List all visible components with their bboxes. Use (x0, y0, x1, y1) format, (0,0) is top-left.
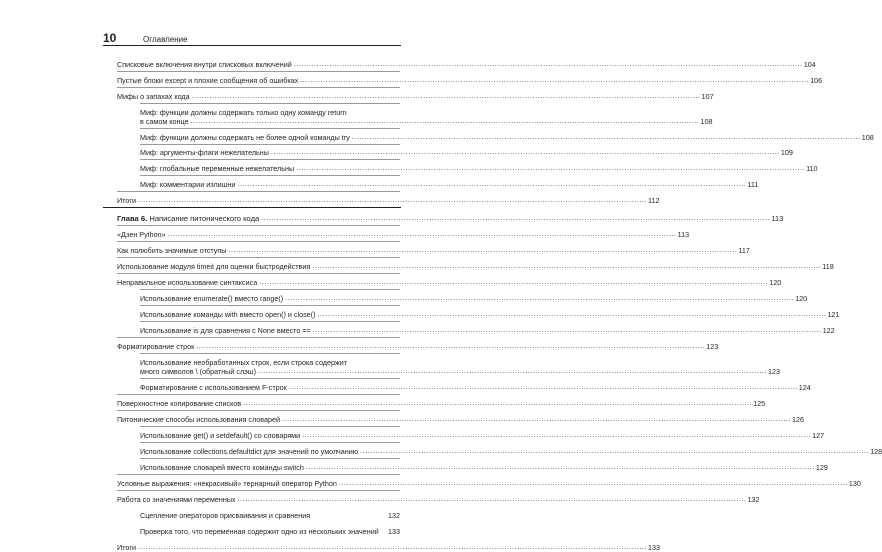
leader-dots: ........................................................................................................................................................................................................ (305, 464, 815, 471)
header-title: Оглавление (143, 35, 188, 44)
toc-page-number: 108 (700, 117, 713, 126)
toc-page-number: 122 (822, 326, 835, 335)
toc-page-number: 112 (647, 196, 660, 205)
toc-entry[interactable] (117, 246, 750, 255)
entry-divider (117, 474, 400, 475)
toc-entry[interactable] (117, 415, 804, 424)
toc-page-number: 123 (706, 342, 719, 351)
toc-entry[interactable] (140, 358, 780, 376)
toc-entry-text-line1: Использование необработанных строк, если строка содержит (140, 358, 348, 367)
toc-entry-text: Итоги (117, 543, 137, 552)
toc-entry-text: Проверка того, что переменная содержит одно из нескольких значений (140, 527, 379, 536)
toc-entry[interactable] (140, 164, 818, 173)
entry-divider (140, 378, 400, 379)
toc-entry[interactable] (140, 431, 825, 440)
toc-entry[interactable] (117, 399, 766, 408)
toc-chapter-entry[interactable] (117, 214, 784, 223)
chapter-label: Глава 6. (117, 214, 148, 223)
toc-page-number: 118 (822, 262, 834, 271)
toc-entry[interactable] (117, 196, 660, 205)
entry-divider (117, 225, 400, 226)
toc-entry[interactable] (117, 262, 834, 271)
entry-divider (140, 321, 400, 322)
toc-page-number: 113 (677, 230, 690, 239)
toc-entry-text: много символов \ (обратный слэш) (140, 367, 256, 376)
toc-entry-text: Списковые включения внутри списковых включений (117, 60, 292, 69)
leader-dots: ........................................................................................................................................................................................................ (288, 384, 798, 391)
toc-entry-text: Неправильное использование синтаксиса (117, 278, 258, 287)
leader-dots: ........................................................................................................................................................................................................ (237, 181, 747, 188)
entry-divider (117, 191, 400, 192)
toc-entry-text: «Дзен Python» (117, 230, 166, 239)
leader-dots: ........................................................................................................................................................................................................ (338, 480, 848, 487)
toc-entry[interactable] (140, 463, 828, 472)
toc-entry-text: Работа со значениями переменных (117, 495, 236, 504)
entry-divider (140, 144, 400, 145)
toc-entry[interactable] (140, 447, 882, 456)
leader-dots: ........................................................................................................................................................................................................ (302, 432, 812, 439)
toc-entry-text: Миф: функции должны содержать не более одной команды try (140, 133, 350, 142)
toc-page-number: 110 (806, 164, 818, 173)
entry-divider (117, 394, 400, 395)
entry-divider (117, 71, 400, 72)
toc-page-number: 127 (812, 431, 825, 440)
toc-entry-text: Использование enumerate() вместо range() (140, 294, 284, 303)
toc-page-number: 128 (870, 447, 882, 456)
toc-page-number: 120 (795, 294, 808, 303)
leader-dots: ........................................................................................................................................................................................................ (237, 496, 747, 503)
toc-page-number: 125 (753, 399, 766, 408)
leader-dots: ........................................................................................................................................................................................................ (167, 231, 677, 238)
running-header (103, 30, 188, 44)
entry-divider (140, 442, 400, 443)
toc-entry[interactable] (140, 511, 400, 520)
toc-entry-text: Пустые блоки except и плохие сообщения об ошибках (117, 76, 299, 85)
leader-dots: ........................................................................................................................................................................................................ (138, 544, 647, 551)
entry-divider (140, 426, 400, 427)
toc-entry[interactable] (140, 527, 400, 536)
toc-entry-text: Миф: аргументы-флаги нежелательны (140, 148, 269, 157)
entry-divider (140, 305, 400, 306)
toc-entry[interactable] (140, 133, 874, 142)
toc-entry-text: Миф: комментарии излишни (140, 180, 236, 189)
toc-entry-text: Поверхностное копирование списков (117, 399, 242, 408)
toc-entry[interactable] (140, 310, 840, 319)
toc-entry-text: Как полюбить значимые отступы (117, 246, 227, 255)
entry-divider (117, 241, 400, 242)
entry-divider (117, 337, 400, 338)
toc-entry-text: Миф: глобальные переменные нежелательны (140, 164, 295, 173)
toc-page-number: 113 (771, 214, 784, 223)
toc-entry-text: в самом конце (140, 117, 189, 126)
leader-dots: ........................................................................................................................................................................................................ (191, 93, 701, 100)
toc-entry-text: Форматирование с использованием F-строк (140, 383, 287, 392)
toc-entry[interactable] (117, 342, 719, 351)
toc-entry-text-line1: Миф: функции должны содержать только одну команду return (140, 108, 347, 117)
toc-entry-text: Питонические способы использования словарей (117, 415, 281, 424)
toc-page-number: 126 (791, 415, 804, 424)
toc-entry-text: Использование collections.defaultdict для значений по умолчанию (140, 447, 359, 456)
toc-page-number: 111 (747, 180, 759, 189)
entry-divider (140, 159, 400, 160)
toc-entry-text: Использование is для сравнения с None вместо == (140, 326, 311, 335)
toc-page-number: 106 (810, 76, 823, 85)
leader-dots: ........................................................................................................................................................................................................ (282, 416, 791, 423)
toc-entry-text: Условные выражения: «некрасивый» тернарный оператор Python (117, 479, 337, 488)
toc-page-number: 133 (647, 543, 660, 552)
toc-entry[interactable] (117, 92, 714, 101)
toc-entry[interactable] (117, 479, 861, 488)
entry-divider (140, 103, 400, 104)
toc-entry-text: Сцепление операторов присваивания и сравнения (140, 511, 311, 520)
toc-entry-text: Использование словарей вместо команды switch (140, 463, 304, 472)
toc-entry[interactable] (117, 60, 816, 69)
leader-dots: ........................................................................................................................................................................................................ (270, 149, 780, 156)
toc-page-number: 104 (803, 60, 816, 69)
toc-page-number: 109 (780, 148, 793, 157)
toc-entry-text: Использование get() и setdefault() со словарями (140, 431, 301, 440)
entry-divider (117, 257, 400, 258)
toc-page-number: 107 (701, 92, 714, 101)
leader-dots: ........................................................................................................................................................................................................ (138, 197, 647, 204)
toc-entry[interactable] (140, 383, 811, 392)
toc-entry[interactable] (140, 180, 759, 189)
toc-page-number: 121 (827, 310, 840, 319)
toc-entry-text: Написание питонического кода (147, 214, 260, 223)
toc-page-number: 132 (388, 511, 400, 520)
leader-dots: ........................................................................................................................................................................................................ (296, 165, 806, 172)
leader-dots: ........................................................................................................................................................................................................ (257, 368, 767, 375)
toc-entry-text: Мифы о запахах кода (117, 92, 190, 101)
toc-entry[interactable] (140, 294, 808, 303)
header-rule (103, 45, 401, 46)
toc-entry[interactable] (140, 148, 793, 157)
entry-divider (140, 175, 400, 176)
leader-dots: ........................................................................................................................................................................................................ (228, 247, 738, 254)
entry-divider (117, 87, 400, 88)
toc-entry[interactable] (140, 108, 713, 126)
leader-dots: ........................................................................................................................................................................................................ (300, 77, 810, 84)
chapter-divider (103, 207, 401, 208)
toc-entry[interactable] (117, 76, 823, 85)
leader-dots: ........................................................................................................................................................................................................ (317, 311, 827, 318)
leader-dots: ........................................................................................................................................................................................................ (312, 263, 822, 270)
entry-divider (117, 490, 400, 491)
leader-dots: ........................................................................................................................................................................................................ (196, 343, 706, 350)
toc-entry[interactable] (117, 278, 782, 287)
toc-entry-text: Использование команды with вместо open() и close() (140, 310, 316, 319)
entry-divider (117, 273, 400, 274)
entry-divider (117, 410, 400, 411)
leader-dots: ........................................................................................................................................................................................................ (351, 134, 861, 141)
toc-entry[interactable] (117, 495, 760, 504)
toc-entry-text: Итоги (117, 196, 137, 205)
toc-page-number: 120 (769, 278, 782, 287)
leader-dots: ........................................................................................................................................................................................................ (312, 327, 822, 334)
leader-dots: ........................................................................................................................................................................................................ (261, 215, 771, 222)
entry-divider (140, 458, 400, 459)
toc-entry-text: Использование модуля timeit для оценки быстродействия (117, 262, 311, 271)
entry-divider (140, 128, 400, 129)
toc-entry[interactable] (117, 543, 660, 552)
toc-page-number: 123 (767, 367, 780, 376)
toc-entry-text: Форматирование строк (117, 342, 195, 351)
toc-page-number: 117 (738, 246, 750, 255)
leader-dots: ........................................................................................................................................................................................................ (243, 400, 753, 407)
leader-dots: ........................................................................................................................................................................................................ (285, 295, 795, 302)
page-number: 10 (103, 31, 117, 45)
toc-page-number: 108 (861, 133, 874, 142)
toc-entry[interactable] (117, 230, 690, 239)
leader-dots: ........................................................................................................................................................................................................ (190, 118, 700, 125)
leader-dots: ........................................................................................................................................................................................................ (259, 279, 769, 286)
toc-page-number: 132 (747, 495, 760, 504)
entry-divider (140, 289, 400, 290)
leader-dots: ........................................................................................................................................................................................................ (360, 448, 870, 455)
toc-entry[interactable] (140, 326, 835, 335)
leader-dots: ........................................................................................................................................................................................................ (293, 61, 803, 68)
toc-page-number: 129 (815, 463, 828, 472)
toc-page-number: 130 (848, 479, 861, 488)
toc-page-number: 124 (798, 383, 811, 392)
entry-divider (140, 353, 400, 354)
toc-page-number: 133 (388, 527, 400, 536)
